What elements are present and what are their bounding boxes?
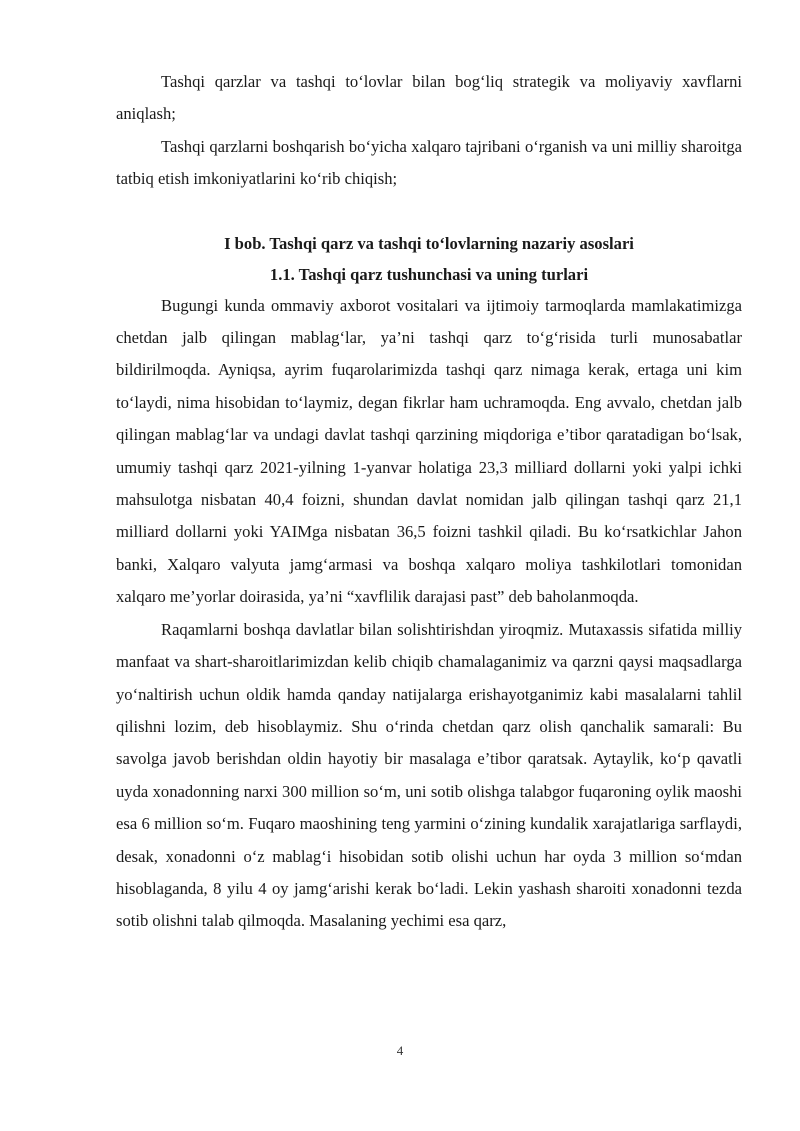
chapter-title: I bob. Tashqi qarz va tashqi to‘lovlarning nazariy asoslari [224, 233, 634, 253]
body-paragraph-2: Raqamlarni boshqa davlatlar bilan solishtirishdan yiroqmiz. Mutaxassis sifatida milliy manfaat va shart-sharoitlarimizdan kelib chiqib chamalaganimiz va qarzni qaysi maqsadlarga yo‘naltirish uchun oldik hamda qanday natijalarga erishayotganimiz kabi masalalarni tahlil qilishni lozim, deb hisoblaymiz. Shu o‘rinda chetdan qarz olish qanchalik samarali: Bu savolga javob berishdan oldin hayotiy bir masalaga e’tibor qaratsak. Aytaylik, ko‘p qavatli uyda xonadonning narxi 300 million so‘m, uni sotib olishga talabgor fuqaroning oylik maoshi esa 6 million so‘m. Fuqaro maoshining teng yarmini o‘zining kundalik xarajatlariga sarflaydi, desak, xonadonni o‘z mablag‘i hisobidan sotib olishi uchun har oyda 3 million so‘mdan hisoblaganda, 8 yilu 4 oy jamg‘arishi kerak bo‘ladi. Lekin yashash sharoiti xonadonni tezda sotib olishni talab qilmoqda. Masalaning yechimi esa qarz, [116, 619, 742, 931]
body-paragraph-1: Bugungi kunda ommaviy axborot vositalari va ijtimoiy tarmoqlarda mamlakatimizga chetdan jalb qilingan mablag‘lar, ya’ni tashqi qarz to‘g‘risida turli munosabatlar bildirilmoqda. Ayniqsa, ayrim fuqarolarimizda tashqi qarz nimaga kerak, ertaga uni kim to‘laydi, nima hisobidan to‘laymiz, degan fikrlar ham uchramoqda. Eng avvalo, chetdan jalb qilingan mablag‘lar va undagi davlat tashqi qarzining miqdoriga e’tibor qaratadigan bo‘lsak, umumiy tashqi qarz 2021-yilning 1-yanvar holatiga 23,3 milliard dollarni yoki yalpi ichki mahsulotga nisbatan 40,4 foizni, shundan davlat nomidan jalb qilingan tashqi qarz 21,1 milliard dollarni yoki YAIMga nisbatan 36,5 foizni tashkil qiladi. Bu ko‘rsatkichlar Jahon banki, Xalqaro valyuta jamg‘armasi va boshqa xalqaro moliya tashkilotlari tomonidan xalqaro me’yorlar doirasida, ya’ni “xavflilik darajasi past” deb baholanmoqda. [116, 295, 742, 607]
page-number: 4 [396, 1043, 404, 1058]
document-page [116, 66, 742, 938]
section-title: 1.1. Tashqi qarz tushunchasi va uning turlari [269, 264, 589, 284]
intro-item-risks: Tashqi qarzlar va tashqi to‘lovlar bilan bog‘liq strategik va moliyaviy xavflarni aniqlash; [116, 72, 742, 124]
intro-item-international-experience: Tashqi qarzlarni boshqarish bo‘yicha xalqaro tajribani o‘rganish va uni milliy sharoitga tatbiq etish imkoniyatlarini ko‘rib chiqish; [116, 136, 742, 189]
paragraph-gap [116, 196, 742, 228]
